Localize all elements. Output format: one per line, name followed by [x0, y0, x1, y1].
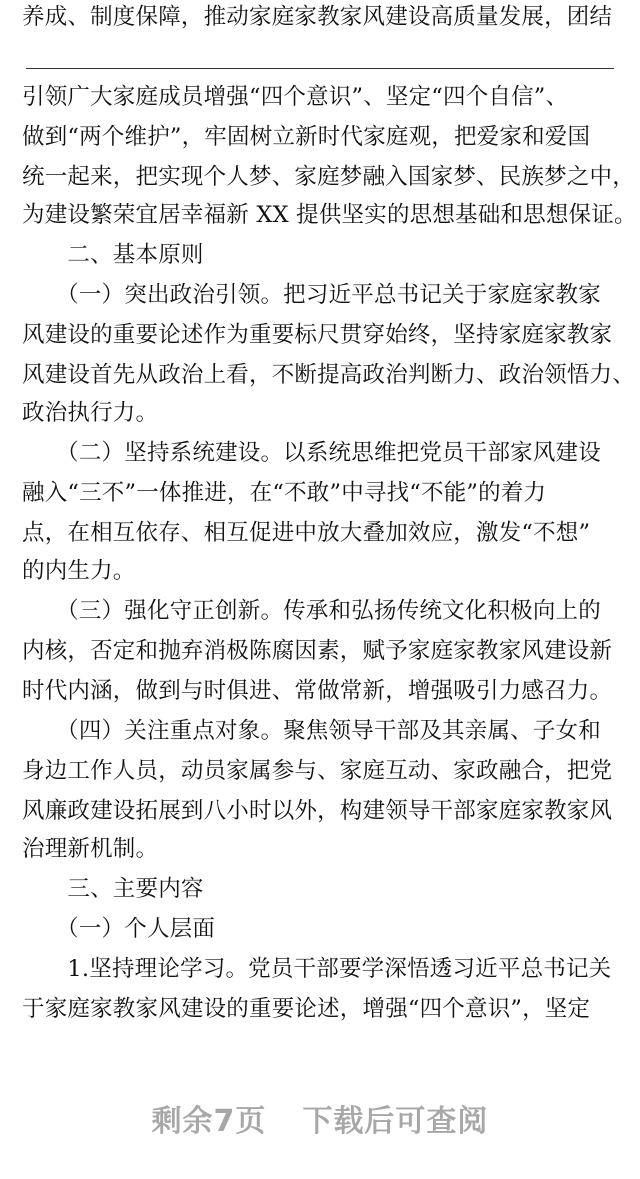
text-line: 1.坚持理论学习。党员干部要学深悟透习近平总书记关: [22, 956, 612, 982]
text-line: 做到“两个维护”，牢固树立新时代家庭观，把爱家和爱国: [22, 124, 591, 150]
top-fragment-line: 养成、制度保障，推动家庭家教家风建设高质量发展，团结: [22, 4, 613, 30]
text-line: （二）坚持系统建设。以系统思维把党员干部家风建设: [22, 440, 601, 466]
text-line: 于家庭家教家风建设的重要论述，增强“四个意识”，坚定: [22, 996, 591, 1022]
text-line: 统一起来，把实现个人梦、家庭梦融入国家梦、民族梦之中，: [22, 164, 635, 190]
subsection-heading: （一）个人层面: [22, 916, 216, 942]
text-line: 治理新机制。: [22, 836, 159, 862]
download-banner[interactable]: [0, 1096, 640, 1140]
text-line: （三）强化守正创新。传承和弘扬传统文化积极向上的: [22, 598, 601, 624]
download-hint-label: 下载后可查阅: [302, 1104, 489, 1139]
text-line: （四）关注重点对象。聚焦领导干部及其亲属、子女和: [22, 718, 601, 744]
text-line: 时代内涵，做到与时俱进、常做常新，增强吸引力感召力。: [22, 678, 613, 704]
text-line: （一）突出政治引领。把习近平总书记关于家庭家教家: [22, 282, 601, 308]
text-line: 身边工作人员，动员家属参与、家庭互动、家政融合，把党: [22, 758, 613, 784]
section-heading: 二、基本原则: [22, 242, 204, 268]
text-line: 风建设的重要论述作为重要标尺贯穿始终，坚持家庭家教家: [22, 322, 613, 348]
section-heading: 三、主要内容: [22, 876, 204, 902]
text-line: 内核，否定和抛弃消极陈腐因素，赋予家庭家教家风建设新: [22, 638, 613, 664]
text-line: 融入“三不”一体推进，在“不敢”中寻找“不能”的着力: [22, 480, 547, 506]
page-divider: [26, 68, 614, 69]
remaining-pages-label: 剩余7页: [151, 1104, 267, 1139]
text-line: 点，在相互依存、相互促进中放大叠加效应，激发“不想”: [22, 520, 591, 546]
text-line: 风廉政建设拓展到八小时以外，构建领导干部家庭家教家风: [22, 798, 613, 824]
text-line: 风建设首先从政治上看，不断提高政治判断力、政治领悟力、: [22, 362, 635, 388]
text-line: 的内生力。: [22, 558, 136, 584]
text-line: 为建设繁荣宜居幸福新 XX 提供坚实的思想基础和思想保证。: [22, 202, 637, 228]
text-line: 政治执行力。: [22, 400, 159, 426]
text-line: 引领广大家庭成员增强“四个意识”、坚定“四个自信”、: [22, 84, 569, 110]
